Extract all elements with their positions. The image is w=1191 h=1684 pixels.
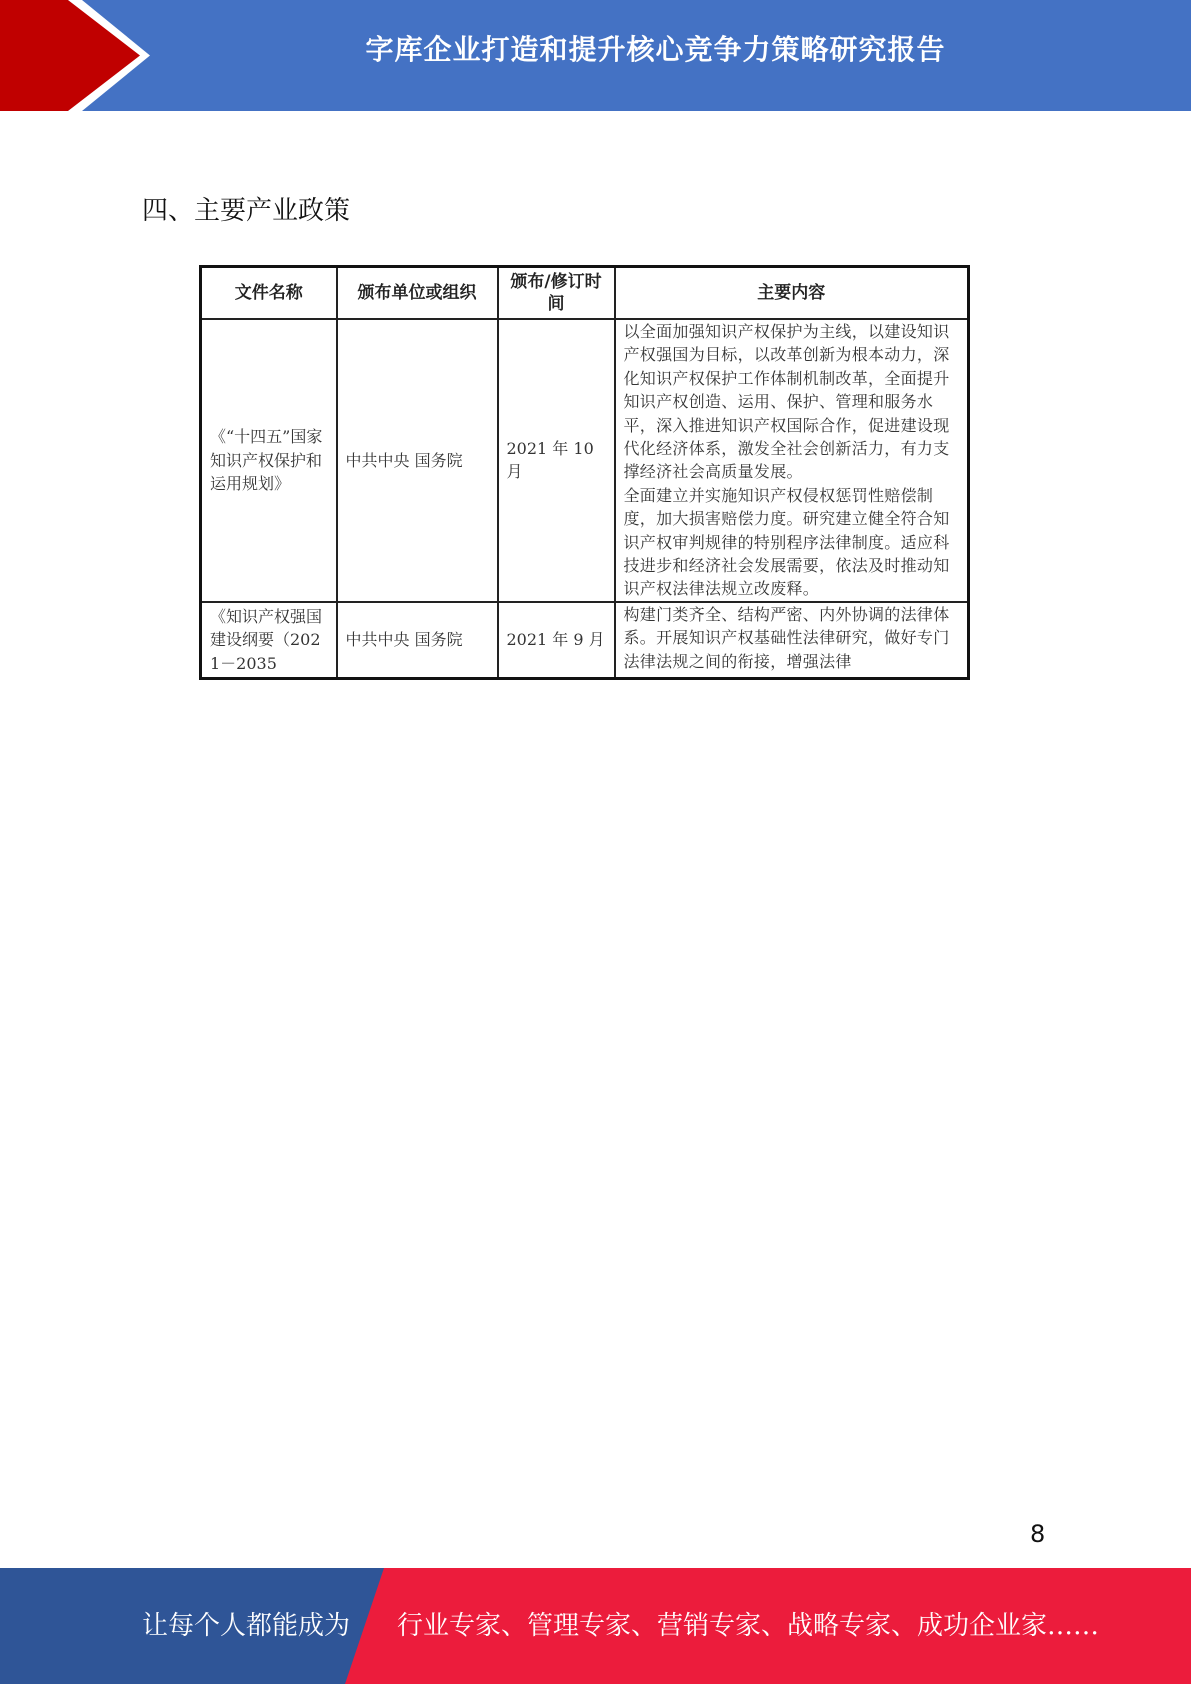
page-number: 8 <box>1030 1520 1046 1548</box>
cell-date: 2021 年 9 月 <box>498 602 615 679</box>
table-header-row <box>201 267 969 320</box>
cell-issuer: 中共中央 国务院 <box>337 319 498 602</box>
content-paragraph: 以全面加强知识产权保护为主线，以建设知识产权强国为目标，以改革创新为根本动力，深化知识产权保护工作体制机制改革，全面提升知识产权创造、运用、保护、管理和服务水平，深入推进知识产权国际合作，促进建设现代化经济体系，激发全社会创新活力，有力支撑经济社会高质量发展。 <box>623 322 950 482</box>
section-title: 四、主要产业政策 <box>142 196 351 226</box>
footer-slogan-right: 行业专家、管理专家、营销专家、战略专家、成功企业家…… <box>397 1611 1100 1641</box>
cell-issuer: 中共中央 国务院 <box>337 602 498 679</box>
footer-banner <box>0 1568 1191 1684</box>
header-date: 颁布/修订时间 <box>498 267 615 320</box>
policy-table <box>199 265 970 680</box>
header-file-name: 文件名称 <box>201 267 337 320</box>
header-issuer: 颁布单位或组织 <box>337 267 498 320</box>
header-content: 主要内容 <box>615 267 969 320</box>
cell-content <box>615 319 969 602</box>
header-chevron-decoration <box>0 0 160 111</box>
report-title: 字库企业打造和提升核心竞争力策略研究报告 <box>365 33 946 66</box>
footer-slogan-left: 让每个人都能成为 <box>142 1611 351 1641</box>
cell-file-name: 《“十四五”国家知识产权保护和运用规划》 <box>201 319 337 602</box>
cell-content <box>615 602 969 679</box>
table-row <box>201 602 969 679</box>
header-banner <box>0 0 1191 111</box>
table-row <box>201 319 969 602</box>
content-paragraph: 全面建立并实施知识产权侵权惩罚性赔偿制度，加大损害赔偿力度。研究建立健全符合知识产权审判规律的特别程序法律制度。适应科技进步和经济社会发展需要，依法及时推动知识产权法律法规立改废释。 <box>623 485 950 599</box>
content-paragraph: 构建门类齐全、结构严密、内外协调的法律体系。开展知识产权基础性法律研究，做好专门法律法规之间的衔接，增强法律 <box>623 604 950 671</box>
cell-file-name: 《知识产权强国建设纲要（2021－2035 <box>201 602 337 679</box>
cell-date: 2021 年 10 月 <box>498 319 615 602</box>
